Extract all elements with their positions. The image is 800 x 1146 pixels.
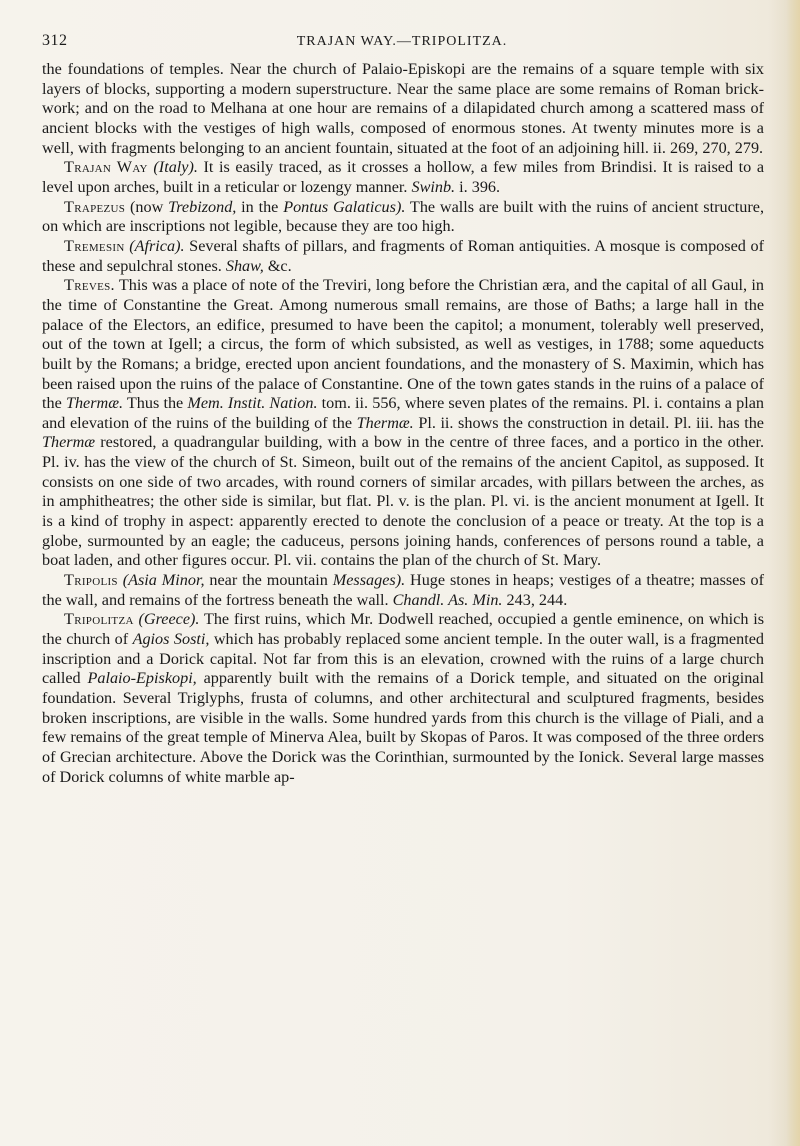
italic-text: Agios Sosti,: [132, 630, 210, 649]
text-run: 243, 244.: [502, 590, 568, 609]
italic-text: Mem. Instit. Nation.: [187, 394, 318, 413]
italic-text: (Africa).: [129, 236, 185, 255]
text-run: This was a place of note of the Treviri, long before the Christian æra, and the capital of all Gaul, in the time of Constantine the Great. Among numerous small remains, are those of Baths; a large hall in the palace of the Electors, an edifice, presumed to have been the capitol; a monument, tolerably well preserved, out of the town at Igell; a circus, the form of which subsisted, as well as vestiges, in 1788; some aqueducts built by the Romans; a bridge, erected upon ancient foundations, and the monastery of S. Maximin, which has been raised upon the ruins of the palace of Constantine. One of the town gates stands in the ruins of a palace of the: [42, 276, 764, 413]
italic-text: Thermæ: [42, 433, 96, 452]
page-edge-stain: [786, 0, 800, 1146]
paragraph-tripolis: [42, 571, 764, 610]
text-run: restored, a quadrangular building, with a bow in the centre of three faces, and a portico in the other. Pl. iv. has the view of the church of St. Simeon, built out of the remains of the ancient Capitol, as supposed. It consists on one side of two arcades, with round corners of similar arcades, with pillars between the arches, as in amphitheatres; the other side is similar, but flat. Pl. v. is the plan. Pl. vi. is the ancient monument at Igell. It is a kind of trophy in aspect: apparently erected to denote the conclusion of a peace or treaty. At the top is a globe, surmounted by an eagle; the caduceus, persons joining hands, conferences of persons round a table, a boat laden, and other figures occur. Pl. vii. contains the plan of the church of St. Mary.: [42, 433, 764, 570]
entry-heading: Trajan Way: [64, 158, 148, 177]
entry-heading: Tripolis: [64, 571, 118, 590]
paragraph-tremesin: [42, 237, 764, 276]
running-head: TRAJAN WAY.—TRIPOLITZA.: [296, 34, 508, 49]
italic-text: (Asia Minor,: [122, 571, 205, 590]
paragraph-trajan-way: [42, 158, 764, 197]
text-run: near the mountain: [204, 571, 333, 590]
page-number: 312: [42, 32, 68, 49]
italic-text: (Greece).: [138, 610, 200, 629]
body-text: [42, 60, 764, 787]
text-run: apparently built with the remains of a Dorick temple, and situated on the original foundation. Several Triglyphs, frusta of columns, and other architectural and sculptured fragments, besides broken inscriptions, are visible in the walls. Some hundred yards from this church is the village of Piali, and a few remains of the great temple of Minerva Alea, built by Skopas of Paros. It was composed of the three orders of Grecian architecture. Above the Dorick was the Corinthian, surmounted by the Ionick. Several large masses of Dorick columns of white marble ap-: [42, 669, 764, 786]
entry-heading: Treves.: [64, 276, 115, 295]
paragraph-melhana: [42, 60, 764, 158]
text-run: Several shafts of pillars, and fragments of Roman antiquities. A mosque is composed of these and sepulchral stones.: [42, 236, 764, 275]
text-run: the foundations of temples. Near the church of Palaio-Episkopi are the remains of a square temple with six layers of blocks, supporting a modern superstructure. Near the same place are some remains of Roman brick-work; and on the road to Melhana at one hour are remains of a dilapidated church among a scattered mass of ancient blocks with the vestiges of high walls, composed of enormous stones. At twenty minutes more is a well, with fragments belonging to an ancient fountain, situated at the foot of an adjoining hill. ii. 269, 270, 279.: [42, 60, 764, 157]
text-run: which has probably replaced some ancient temple. In the outer wall, is a fragmented inscription and a Dorick capital. Not far from this is an elevation, crowned with the ruins of a large church called: [42, 630, 764, 688]
text-run: Pl. ii. shows the construction in detail. Pl. iii. has the: [413, 413, 764, 432]
paragraph-treves: [42, 276, 764, 571]
paragraph-tripolitza: [42, 610, 764, 787]
text-run: Thus the: [123, 394, 188, 413]
text-run: (now: [125, 197, 169, 216]
text-run: The walls are built with the ruins of ancient structure, on which are inscriptions not legible, because they are too high.: [42, 197, 764, 236]
page-header: [42, 32, 762, 56]
italic-text: Swinb.: [411, 177, 456, 196]
italic-text: Pontus Galaticus).: [283, 197, 406, 216]
italic-text: Thermæ.: [356, 413, 414, 432]
italic-text: (Italy).: [153, 158, 198, 177]
entry-heading: Tremesin: [64, 236, 125, 255]
italic-text: Palaio-Episkopi,: [87, 669, 197, 688]
paragraph-trapezus: [42, 198, 764, 237]
italic-text: Messages).: [332, 571, 406, 590]
italic-text: Shaw,: [225, 256, 264, 275]
italic-text: Trebizond,: [168, 197, 237, 216]
text-run: The first ruins, which Mr. Dodwell reached, occupied a gentle eminence, on which is the church of: [42, 610, 765, 649]
italic-text: Chandl. As. Min.: [392, 590, 503, 609]
text-run: i. 396.: [455, 177, 501, 196]
text-run: &c.: [263, 256, 292, 275]
text-run: in the: [236, 197, 284, 216]
text-run: tom. ii. 556, where seven plates of the remains. Pl. i. contains a plan and elevation of the ruins of the building of the: [42, 394, 765, 432]
text-run: Huge stones in heaps; vestiges of a theatre; masses of the wall, and remains of the fortress beneath the wall.: [42, 571, 765, 609]
entry-heading: Tripolitza: [64, 610, 134, 629]
text-run: It is easily traced, as it crosses a hollow, a few miles from Brindisi. It is raised to a level upon arches, built in a reticular or lozengy manner.: [42, 158, 765, 196]
italic-text: Thermæ.: [65, 394, 124, 413]
entry-heading: Trapezus: [64, 197, 126, 216]
